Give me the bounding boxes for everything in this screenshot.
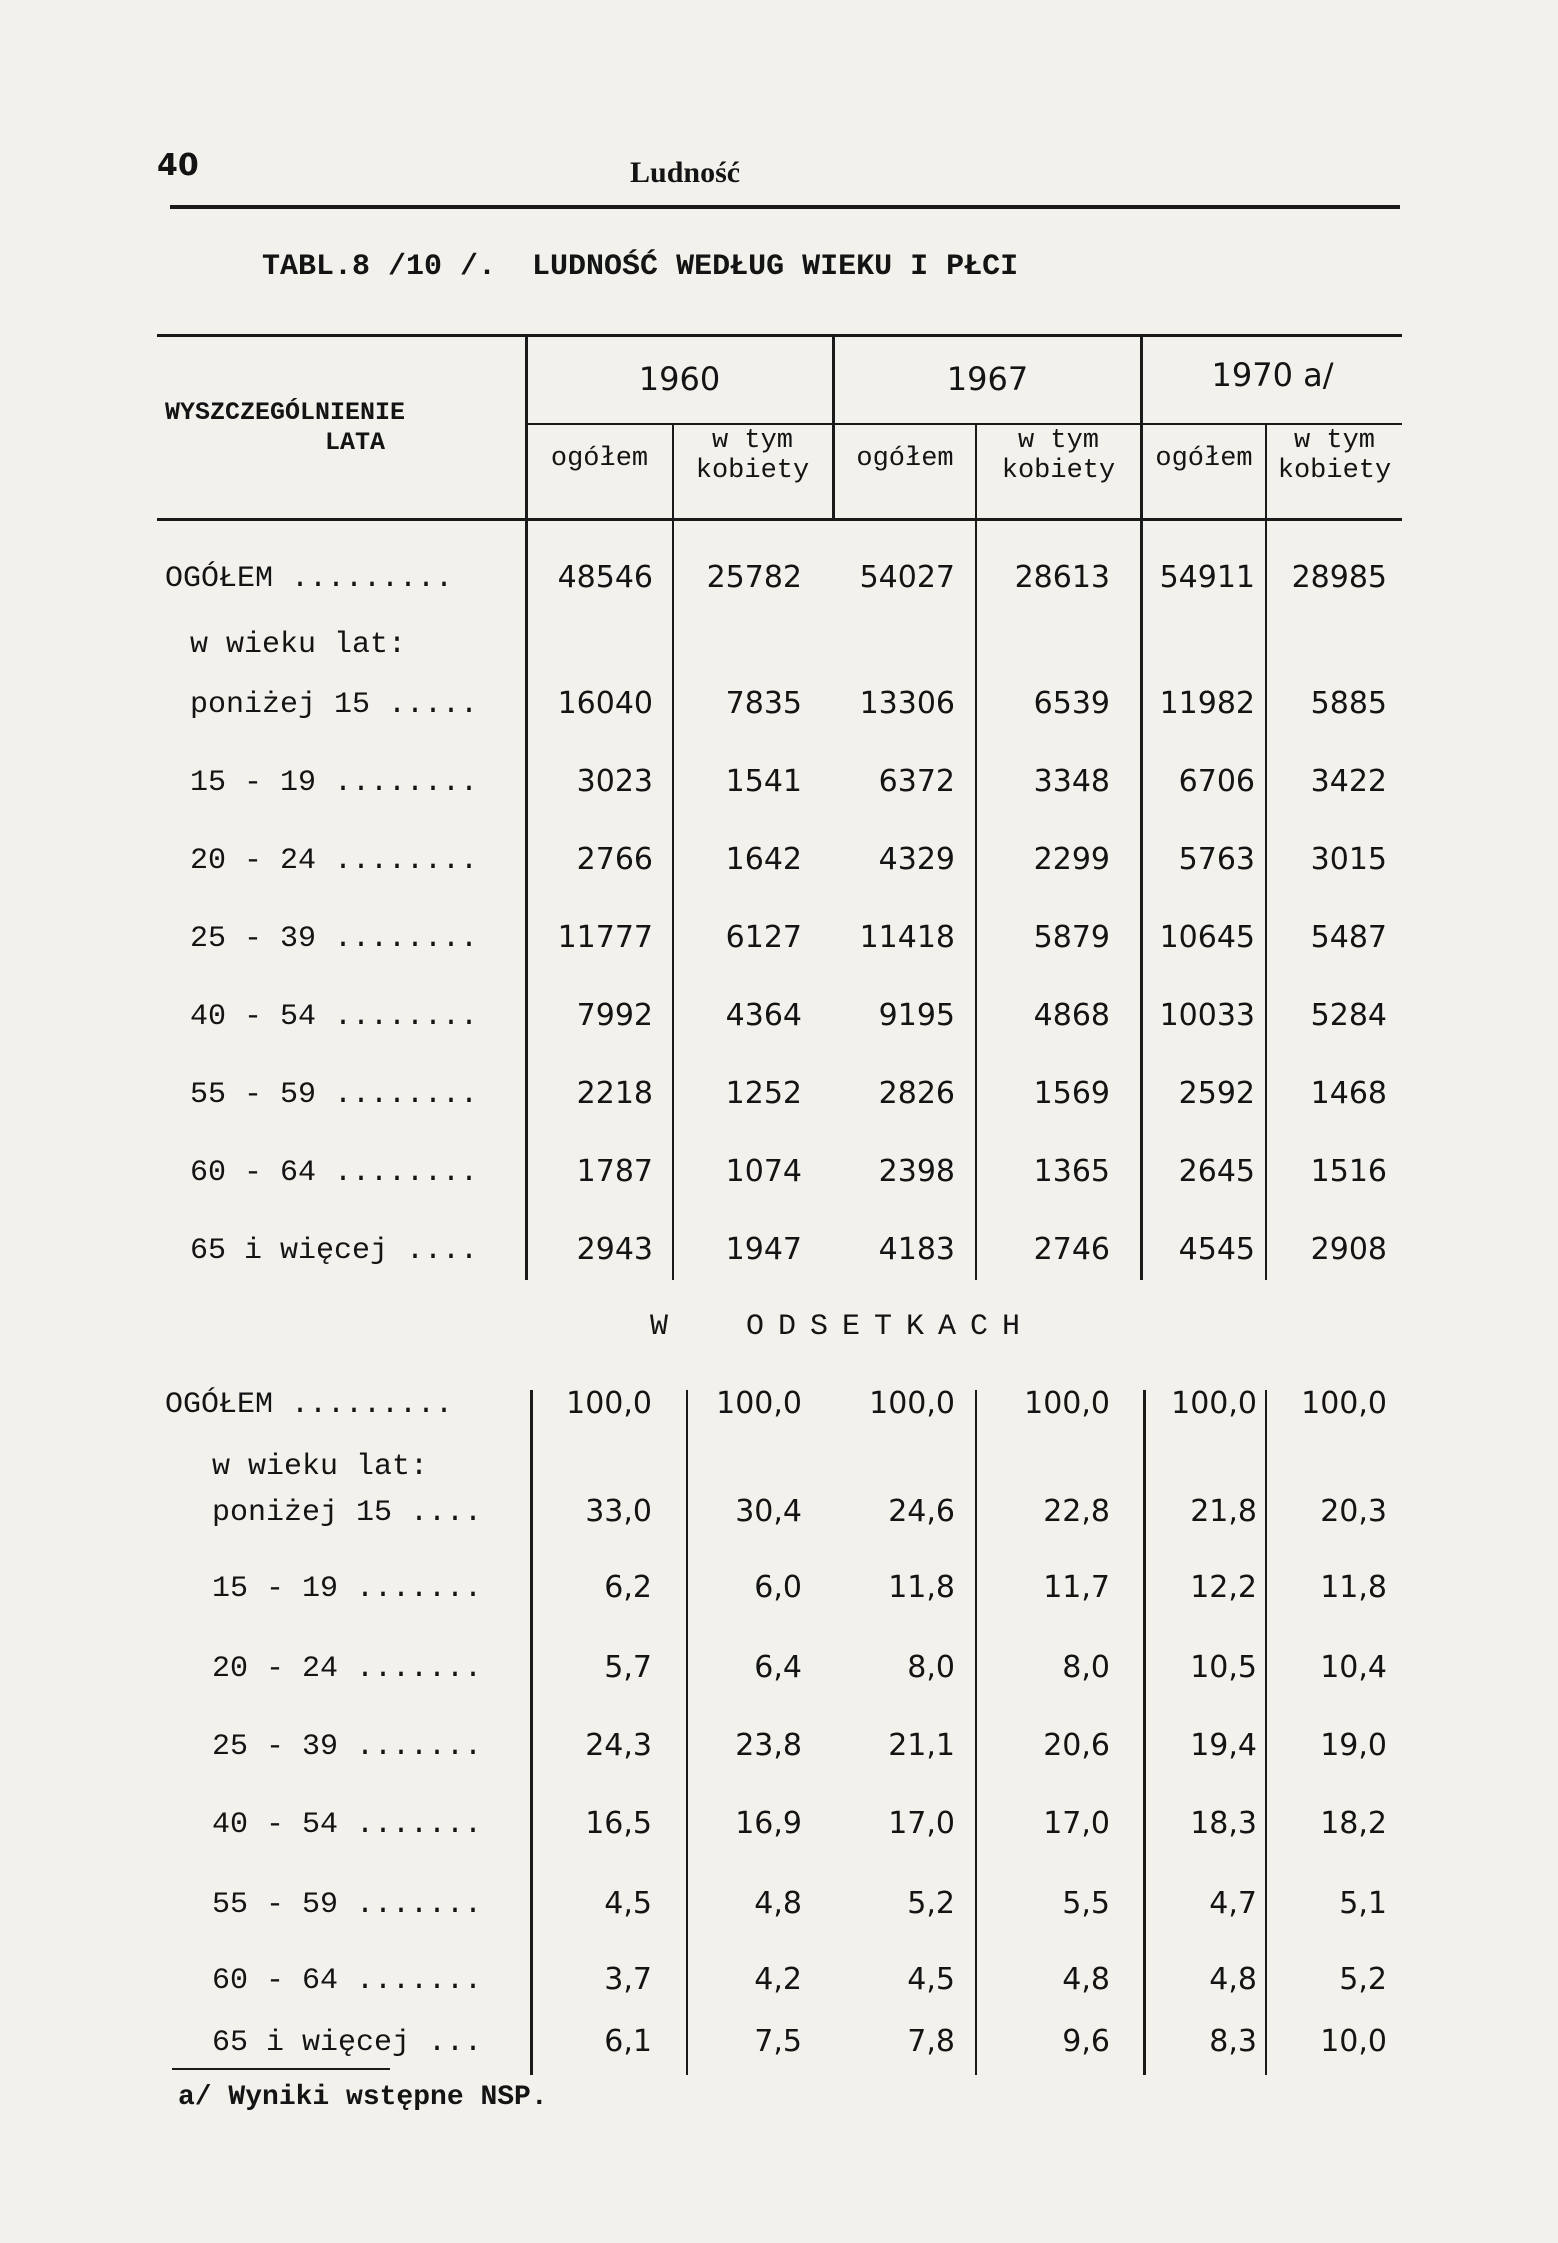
pct-cell: 16,9 [735,1806,802,1841]
abs-cell: 10033 [1159,998,1255,1033]
abs-cell: 1642 [725,842,802,877]
pct-cell: 11,8 [1320,1570,1387,1605]
col-1967-women: w tym kobiety [1001,426,1116,486]
year-1967: 1967 [946,360,1029,398]
pct-cell: 100,0 [869,1386,955,1421]
abs-cell: 2398 [878,1154,955,1189]
abs-row-label: 60 - 64 ........ [190,1156,479,1190]
stub-header-line2: LATA [325,428,386,457]
abs-cell: 2826 [878,1076,955,1111]
pct-cell: 6,4 [754,1650,802,1685]
pct-cell: 19,4 [1190,1728,1257,1763]
abs-cell: 54911 [1159,560,1255,595]
pct-cell: 10,0 [1320,2024,1387,2059]
abs-cell: 6539 [1033,686,1110,721]
abs-cell: 4364 [725,998,802,1033]
abs-row-label: OGÓŁEM ......... [165,562,454,596]
pct-cell: 17,0 [1043,1806,1110,1841]
running-title: Ludność [630,156,741,189]
abs-row-label: 65 i więcej .... [190,1234,479,1268]
abs-cell: 5879 [1033,920,1110,955]
header-bottom-rule [157,518,1402,521]
abs-cell: 2645 [1178,1154,1255,1189]
abs-cell: 1365 [1033,1154,1110,1189]
pct-row-label: 60 - 64 ....... [212,1964,483,1998]
pct-cell: 4,7 [1209,1886,1257,1921]
abs-row-label: 20 - 24 ........ [190,844,479,878]
abs-cell: 5763 [1178,842,1255,877]
abs-cell: 2299 [1033,842,1110,877]
pct-cell: 20,3 [1320,1494,1387,1529]
pct-cell: 11,8 [888,1570,955,1605]
pct-row-label: 25 - 39 ....... [212,1730,483,1764]
abs-cell: 7835 [725,686,802,721]
stub-header-line1: WYSZCZEGÓLNIENIE [165,398,406,427]
pct-row-label: poniżej 15 .... [212,1496,483,1530]
pct-cell: 5,7 [604,1650,652,1685]
pct-cell: 20,6 [1043,1728,1110,1763]
pct-cell: 7,8 [907,2024,955,2059]
pct-cell: 4,2 [754,1962,802,1997]
pct-cell: 16,5 [585,1806,652,1841]
page-number: 40 [157,148,199,183]
abs-cell: 5885 [1310,686,1387,721]
pct-cell: 21,8 [1190,1494,1257,1529]
abs-cell: 11982 [1159,686,1255,721]
abs-cell: 1468 [1310,1076,1387,1111]
abs-cell: 11418 [859,920,955,955]
pct-cell: 11,7 [1043,1570,1110,1605]
pct-row-label: w wieku lat: [212,1450,429,1484]
pct-cell: 9,6 [1062,2024,1110,2059]
v-rule [1265,423,1267,520]
pct-cell: 24,3 [585,1728,652,1763]
pct-cell: 100,0 [566,1386,652,1421]
header-rule [170,205,1400,209]
pct-row-label: OGÓŁEM ......... [165,1388,454,1422]
abs-cell: 4545 [1178,1232,1255,1267]
pct-cell: 4,5 [907,1962,955,1997]
abs-cell: 5487 [1310,920,1387,955]
abs-cell: 6372 [878,764,955,799]
abs-cell: 2218 [576,1076,653,1111]
pct-cell: 22,8 [1043,1494,1110,1529]
pct-cell: 6,1 [604,2024,652,2059]
table-top-rule [157,334,1402,337]
abs-cell: 1516 [1310,1154,1387,1189]
v-rule [975,423,977,520]
abs-cell: 16040 [557,686,653,721]
abs-cell: 4183 [878,1232,955,1267]
pct-cell: 5,2 [907,1886,955,1921]
abs-cell: 28985 [1291,560,1387,595]
abs-cell: 2746 [1033,1232,1110,1267]
abs-cell: 1947 [725,1232,802,1267]
abs-cell: 1541 [725,764,802,799]
pct-cell: 100,0 [1024,1386,1110,1421]
abs-cell: 48546 [557,560,653,595]
abs-cell: 2943 [576,1232,653,1267]
year-1970: 1970 a/ [1211,356,1334,394]
pct-cell: 23,8 [735,1728,802,1763]
abs-cell: 2592 [1178,1076,1255,1111]
abs-cell: 25782 [706,560,802,595]
abs-cell: 13306 [859,686,955,721]
v-rule [832,334,835,520]
abs-row-label: 55 - 59 ........ [190,1078,479,1112]
table-title: TABL.8 /10 /. LUDNOŚĆ WEDŁUG WIEKU I PŁCI [262,250,1019,284]
pct-cell: 10,5 [1190,1650,1257,1685]
abs-cell: 3023 [576,764,653,799]
v-rule [525,334,528,520]
years-rule [527,423,1402,425]
pct-cell: 8,0 [1062,1650,1110,1685]
abs-row-label: 40 - 54 ........ [190,1000,479,1034]
pct-cell: 4,8 [754,1886,802,1921]
pct-cell: 6,2 [604,1570,652,1605]
pct-row-label: 15 - 19 ....... [212,1572,483,1606]
col-1970-total: ogółem [1155,444,1253,474]
abs-cell: 2908 [1310,1232,1387,1267]
abs-cell: 5284 [1310,998,1387,1033]
abs-cell: 1787 [576,1154,653,1189]
abs-cell: 28613 [1014,560,1110,595]
abs-cell: 3348 [1033,764,1110,799]
pct-cell: 24,6 [888,1494,955,1529]
pct-cell: 4,8 [1062,1962,1110,1997]
abs-cell: 9195 [878,998,955,1033]
pct-cell: 12,2 [1190,1570,1257,1605]
abs-cell: 6706 [1178,764,1255,799]
pct-cell: 3,7 [604,1962,652,1997]
abs-cell: 3422 [1310,764,1387,799]
abs-cell: 4868 [1033,998,1110,1033]
abs-cell: 1074 [725,1154,802,1189]
pct-cell: 6,0 [754,1570,802,1605]
pct-row-label: 55 - 59 ....... [212,1888,483,1922]
pct-cell: 100,0 [1301,1386,1387,1421]
pct-row-label: 20 - 24 ....... [212,1652,483,1686]
pct-cell: 18,3 [1190,1806,1257,1841]
pct-cell: 7,5 [754,2024,802,2059]
col-1967-total: ogółem [856,444,954,474]
pct-cell: 100,0 [1171,1386,1257,1421]
pct-cell: 33,0 [585,1494,652,1529]
pct-cell: 4,5 [604,1886,652,1921]
abs-row-label: poniżej 15 ..... [190,688,479,722]
pct-cell: 18,2 [1320,1806,1387,1841]
abs-cell: 1569 [1033,1076,1110,1111]
abs-cell: 1252 [725,1076,802,1111]
footnote-rule [172,2068,390,2070]
abs-cell: 4329 [878,842,955,877]
abs-cell: 2766 [576,842,653,877]
pct-cell: 8,3 [1209,2024,1257,2059]
pct-cell: 5,1 [1339,1886,1387,1921]
v-rule [1140,334,1143,520]
abs-row-label: 25 - 39 ........ [190,922,479,956]
abs-cell: 54027 [859,560,955,595]
pct-cell: 21,1 [888,1728,955,1763]
col-1970-women: w tym kobiety [1277,426,1392,486]
year-1960: 1960 [638,360,721,398]
col-1960-women: w tym kobiety [695,426,810,486]
footnote: a/ Wyniki wstępne NSP. [178,2082,548,2113]
pct-row-label: 40 - 54 ....... [212,1808,483,1842]
pct-cell: 4,8 [1209,1962,1257,1997]
abs-cell: 11777 [557,920,653,955]
abs-cell: 7992 [576,998,653,1033]
abs-row-label: w wieku lat: [190,628,407,662]
v-rule [672,423,674,520]
abs-row-label: 15 - 19 ........ [190,766,479,800]
pct-cell: 17,0 [888,1806,955,1841]
abs-cell: 10645 [1159,920,1255,955]
pct-cell: 10,4 [1320,1650,1387,1685]
percent-section-title: W ODSETKACH [650,1310,1035,1344]
pct-cell: 5,5 [1062,1886,1110,1921]
col-1960-total: ogółem [550,444,649,474]
pct-cell: 8,0 [907,1650,955,1685]
abs-cell: 6127 [725,920,802,955]
pct-cell: 19,0 [1320,1728,1387,1763]
pct-cell: 5,2 [1339,1962,1387,1997]
pct-cell: 100,0 [716,1386,802,1421]
abs-cell: 3015 [1310,842,1387,877]
pct-row-label: 65 i więcej ... [212,2026,483,2060]
pct-cell: 30,4 [735,1494,802,1529]
